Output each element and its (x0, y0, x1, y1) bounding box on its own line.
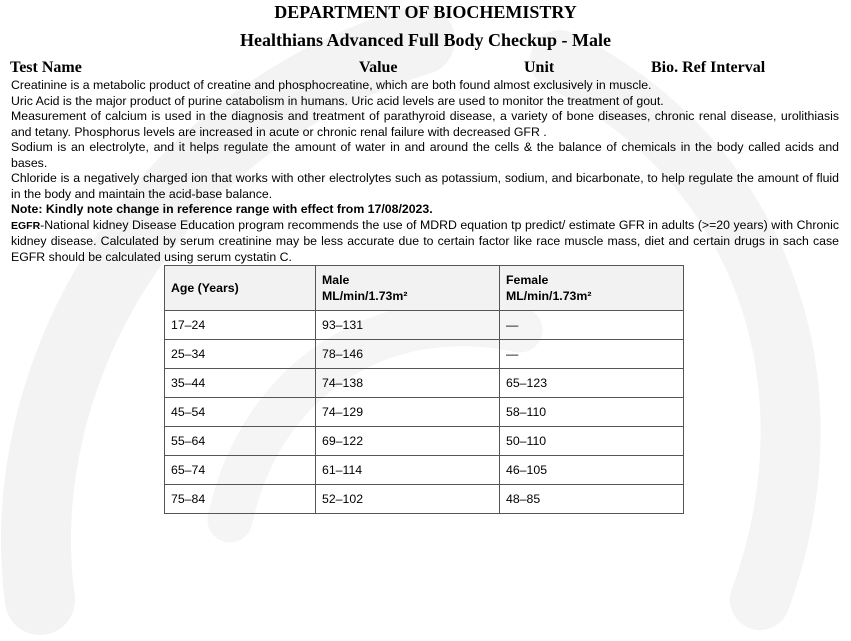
header-female-unit: ML/min/1.73m² (506, 289, 592, 303)
reference-range-notice: Note: Kindly note change in reference range with effect from 17/08/2023. (11, 202, 433, 216)
cell-age: 75–84 (165, 485, 316, 514)
table-row (165, 398, 684, 427)
cell-age: 17–24 (165, 311, 316, 340)
note-creatinine: Creatinine is a metabolic product of creatine and phosphocreatine, which are both found almost exclusively in muscle. (11, 78, 652, 92)
package-title: Healthians Advanced Full Body Checkup - Male (239, 30, 612, 50)
note-sodium: Sodium is an electrolyte, and it helps regulate the amount of water in and around the cells & the balance of chemicals in the body called acids and bases. (11, 140, 839, 170)
cell-male: 61–114 (316, 456, 500, 485)
table-row (165, 427, 684, 456)
cell-female: 65–123 (500, 369, 684, 398)
cell-age: 25–34 (165, 340, 316, 369)
table-row (165, 340, 684, 369)
egfr-note (11, 218, 839, 266)
cell-male: 78–146 (316, 340, 500, 369)
column-header-ref-interval: Bio. Ref Interval (651, 59, 766, 76)
cell-age: 35–44 (165, 369, 316, 398)
cell-female: 50–110 (500, 427, 684, 456)
cell-age: 45–54 (165, 398, 316, 427)
table-header-row (165, 266, 684, 311)
header-female: Female ML/min/1.73m² (500, 266, 684, 311)
header-male-unit: ML/min/1.73m² (322, 289, 408, 303)
cell-male: 52–102 (316, 485, 500, 514)
cell-male: 74–129 (316, 398, 500, 427)
column-header-test-name: Test Name (10, 59, 82, 76)
header-age: Age (Years) (165, 266, 316, 311)
cell-male: 93–131 (316, 311, 500, 340)
egfr-reference-table (164, 265, 684, 514)
test-notes (11, 78, 839, 265)
header-male: Male ML/min/1.73m² (316, 266, 500, 311)
cell-female: 46–105 (500, 456, 684, 485)
department-heading: DEPARTMENT OF BIOCHEMISTRY (274, 2, 577, 22)
cell-female: — (500, 311, 684, 340)
cell-male: 74–138 (316, 369, 500, 398)
table-row (165, 456, 684, 485)
note-calcium: Measurement of calcium is used in the diagnosis and treatment of parathyroid disease, a variety of bone diseases, chronic renal disease, urolithiasis and tetany. Phosphorus levels are increased in acute or chronic renal failure with decreased GFR . (11, 109, 839, 139)
table-row (165, 369, 684, 398)
egfr-tag: EGFR (11, 219, 41, 232)
cell-female: — (500, 340, 684, 369)
table-row (165, 485, 684, 514)
table-row (165, 311, 684, 340)
cell-male: 69–122 (316, 427, 500, 456)
column-header-unit: Unit (524, 59, 555, 76)
column-header-value: Value (359, 59, 398, 76)
egfr-text: -National kidney Disease Education program recommends the use of MDRD equation tp predict/ estimate GFR in adults (>=20 years) with Chronic kidney disease. Calculated by serum creatinine may be less accurate due to certain factor like race muscle mass, diet and certain drugs in sach case EGFR should be calculated using serum cystatin C. (11, 217, 839, 264)
cell-age: 65–74 (165, 456, 316, 485)
cell-female: 58–110 (500, 398, 684, 427)
cell-female: 48–85 (500, 485, 684, 514)
note-chloride: Chloride is a negatively charged ion that works with other electrolytes such as potassium, sodium, and bicarbonate, to help regulate the amount of fluid in the body and maintain the acid-base balance. (11, 171, 839, 201)
note-uric-acid: Uric Acid is the major product of purine catabolism in humans. Uric acid levels are used to monitor the treatment of gout. (11, 93, 664, 108)
cell-age: 55–64 (165, 427, 316, 456)
